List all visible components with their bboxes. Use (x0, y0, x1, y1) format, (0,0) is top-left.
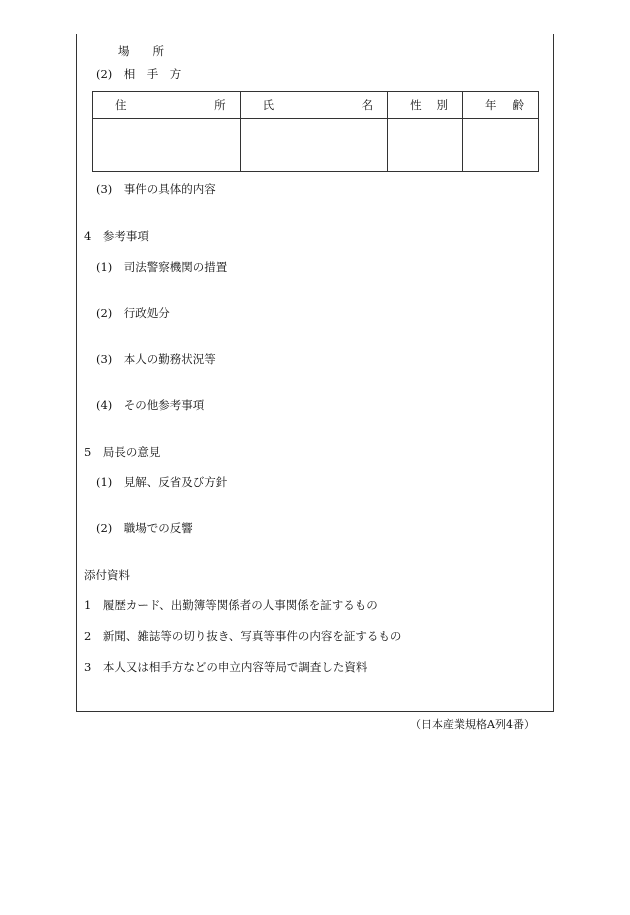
party-table (92, 91, 539, 172)
reference-item: (3) 本人の勤務状況等 (96, 352, 216, 366)
party-table-row (93, 119, 539, 172)
place-label: 場 所 (118, 44, 164, 58)
director-item: (2) 職場での反響 (96, 521, 193, 535)
reference-item: (1) 司法警察機関の措置 (96, 260, 228, 274)
column-address: 住 所 (93, 92, 241, 119)
cell-address[interactable] (93, 119, 241, 172)
reference-item: (4) その他参考事項 (96, 398, 205, 412)
case-details-label: (3) 事件の具体的内容 (96, 182, 216, 196)
column-sex: 性 別 (388, 92, 463, 119)
director-item: (1) 見解、反省及び方針 (96, 475, 228, 489)
attachment-item: 3 本人又は相手方などの申立内容等局で調査した資料 (84, 660, 368, 674)
party-table-header (93, 92, 539, 119)
cell-name[interactable] (240, 119, 388, 172)
attachments-heading: 添付資料 (84, 568, 130, 582)
attachment-item: 2 新聞、雑誌等の切り抜き、写真等事件の内容を証するもの (84, 629, 402, 643)
attachment-item: 1 履歴カード、出勤簿等関係者の人事関係を証するもの (84, 598, 378, 612)
column-age: 年 齢 (463, 92, 539, 119)
reference-heading: 4 参考事項 (84, 229, 149, 243)
reference-item: (2) 行政処分 (96, 306, 170, 320)
director-heading: 5 局長の意見 (84, 445, 161, 459)
party-title: (2) 相 手 方 (96, 67, 182, 81)
column-name: 氏 名 (240, 92, 388, 119)
paper-size-note: （日本産業規格A列4番） (410, 718, 535, 731)
cell-age[interactable] (463, 119, 539, 172)
cell-sex[interactable] (388, 119, 463, 172)
